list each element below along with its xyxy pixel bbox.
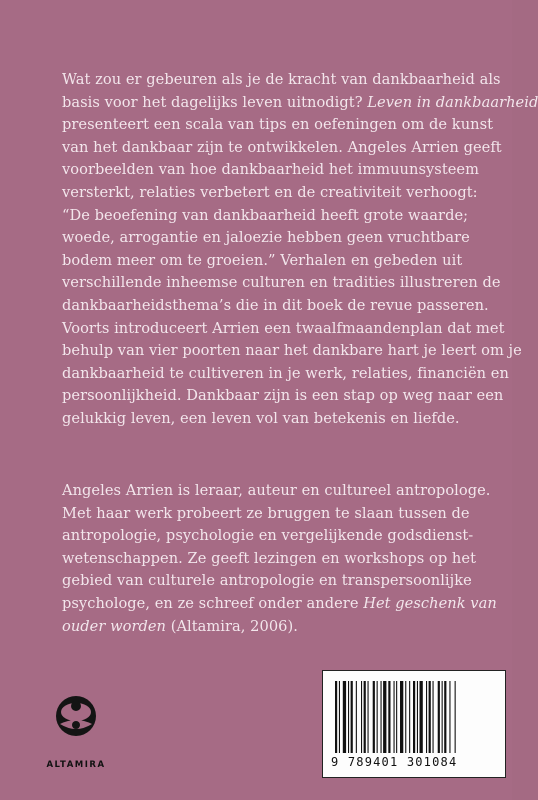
isbn-number: 9 789401 301084: [331, 755, 458, 769]
description-line: bodem meer om te groeien.” Verhalen en gebeden uit: [62, 251, 463, 269]
bio-book-title: Het geschenk van: [363, 594, 497, 612]
description-line: Wat zou er gebeuren als je de kracht van dankbaarheid als: [62, 71, 501, 88]
altamira-logo-icon: [40, 688, 112, 758]
description-line: behulp van vier poorten naar het dankbare hart je leert om je: [62, 342, 522, 360]
barcode-icon: [335, 681, 493, 753]
description-line: van het dankbaar zijn te ontwikkelen. Angeles Arrien geeft: [62, 138, 502, 156]
description-line: gelukkig leven, een leven vol van betekenis en liefde.: [62, 409, 460, 427]
bio-line: Met haar werk probeert ze bruggen te slaan tussen de: [62, 504, 470, 522]
bio-line: Angeles Arrien is leraar, auteur en cultureel antropologe.: [62, 482, 491, 499]
publisher-logo: [40, 688, 112, 780]
bio-line: ouder worden (Altamira, 2006).: [62, 617, 298, 635]
description-line: verschillende inheemse culturen en tradities illustreren de: [62, 274, 501, 292]
description-line: woede, arrogantie en jaloezie hebben geen vruchtbare: [62, 229, 470, 247]
isbn-barcode: [322, 670, 506, 778]
description-line: persoonlijkheid. Dankbaar zijn is een stap op weg naar een: [62, 387, 504, 405]
description-line: basis voor het dagelijks leven uitnodigt? Leven in dankbaarheid: [62, 93, 538, 111]
description-line: dankbaarheidsthema’s die in dit boek de revue passeren.: [62, 296, 489, 314]
description-line: Voorts introduceert Arrien een twaalfmaandenplan dat met: [62, 319, 505, 337]
description-line: “De beoefening van dankbaarheid heeft grote waarde;: [62, 206, 469, 224]
author-bio: [62, 480, 497, 638]
bio-line: gebied van culturele antropologie en transpersoonlijke: [62, 572, 472, 590]
bio-book-title-cont: ouder worden: [62, 617, 167, 635]
description-line: presenteert een scala van tips en oefeningen om de kunst: [62, 116, 494, 134]
bio-line: antropologie, psychologie en vergelijkende godsdienst-: [62, 527, 474, 545]
book-title: Leven in dankbaarheid: [367, 93, 538, 111]
bio-line: wetenschappen. Ze geeft lezingen en workshops op het: [62, 549, 476, 567]
description-line: versterkt, relaties verbetert en de creativiteit verhoogt:: [62, 183, 478, 201]
description-line: dankbaarheid te cultiveren in je werk, relaties, financiën en: [62, 364, 509, 382]
book-description: [62, 69, 538, 431]
bio-line: psychologe, en ze schreef onder andere Het geschenk van: [62, 594, 497, 612]
publisher-name: ALTAMIRA: [46, 760, 106, 770]
description-line: voorbeelden van hoe dankbaarheid het immuunsysteem: [62, 161, 480, 179]
